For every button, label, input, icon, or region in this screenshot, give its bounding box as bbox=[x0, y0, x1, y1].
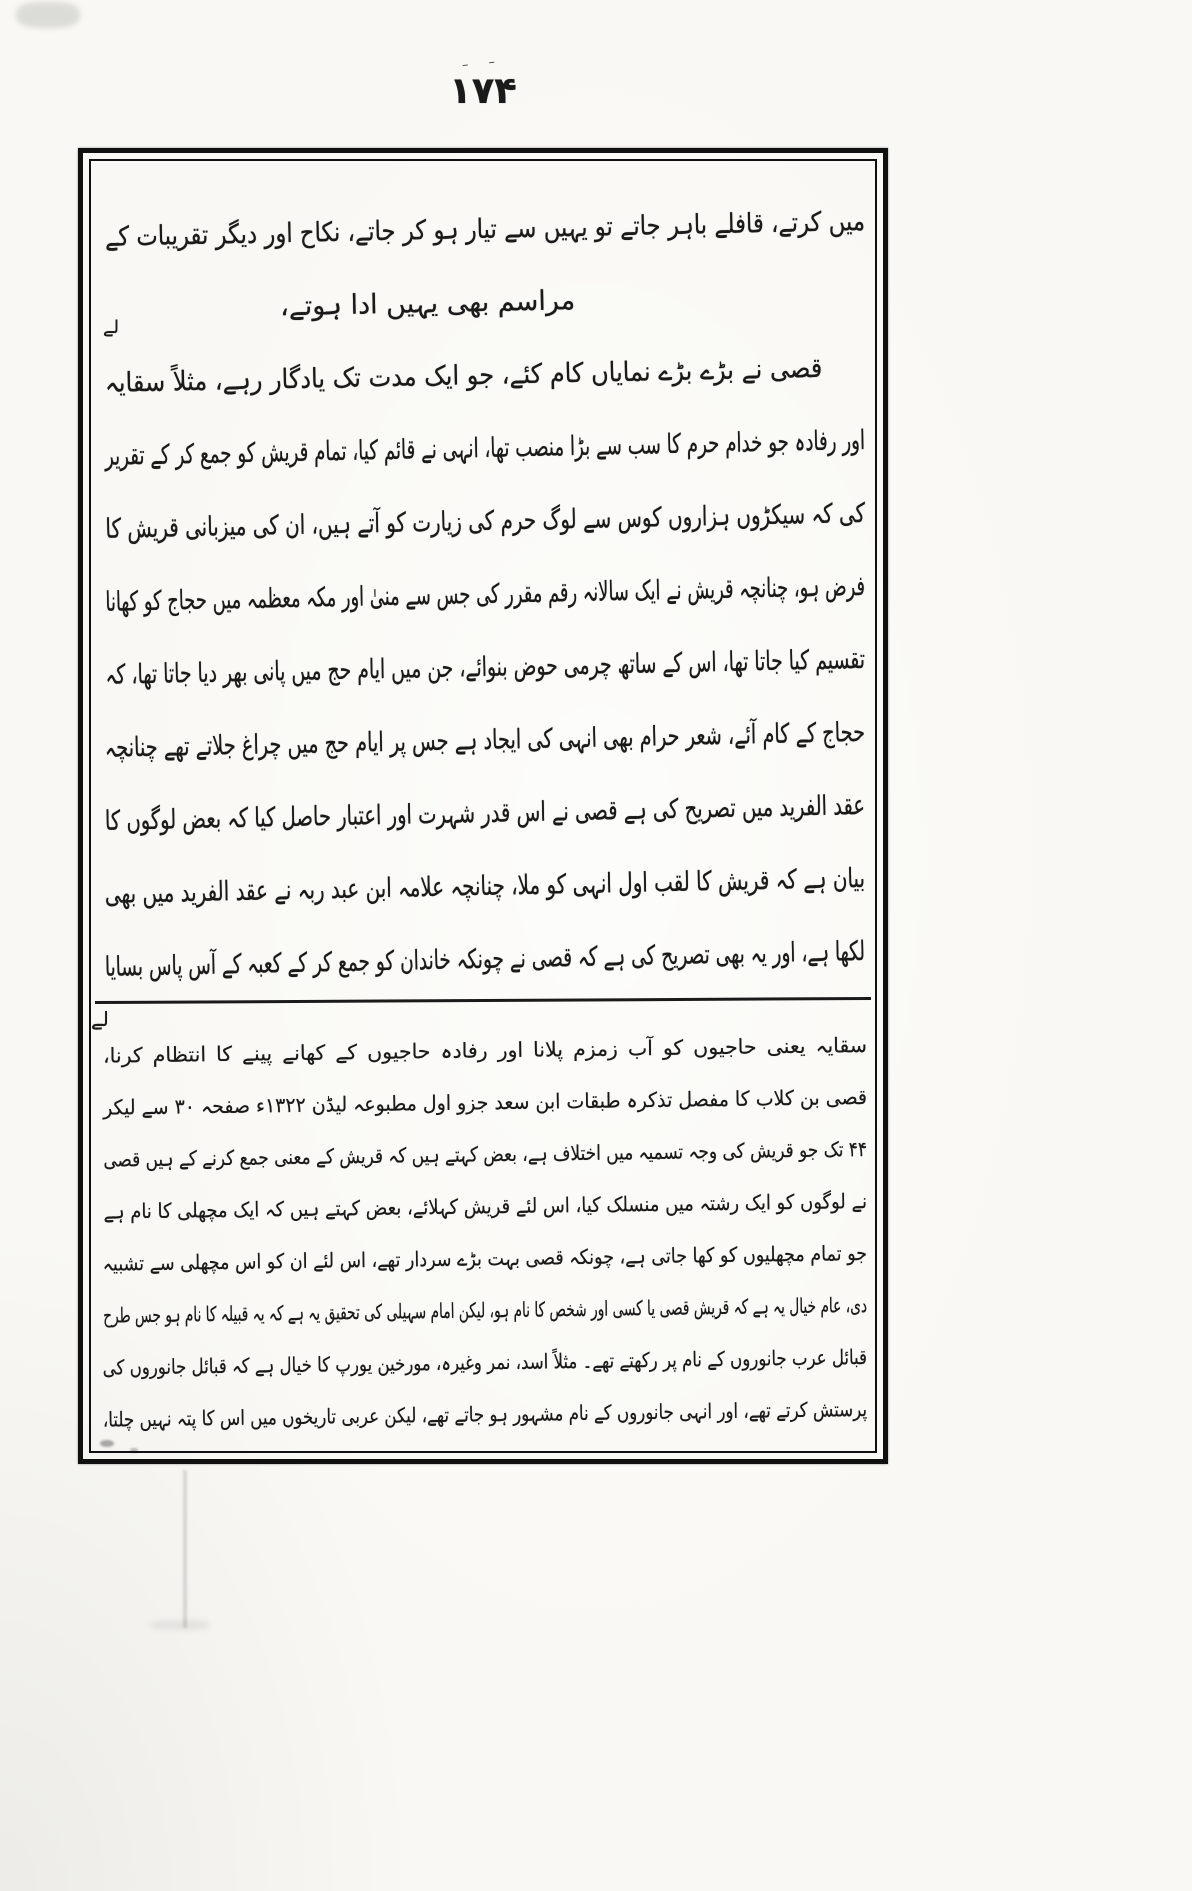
text-line: لکھا ہے، اور یہ بھی تصریح کی ہے کہ قصی نے چونکہ خاندان کو جمع کر کے کعبہ کے آس پاس بسایا bbox=[104, 936, 866, 983]
text-line: تقسیم کیا جاتا تھا، اس کے ساتھ چرمی حوض بنوائے، جن میں ایام حج میں پانی بھر دیا جاتا تھا، کہ bbox=[105, 644, 866, 691]
footnotes-block bbox=[103, 1019, 867, 1435]
text-line: ۴۴ تک جو قریش کی وجہ تسمیہ میں اختلاف ہے، بعض کہتے ہیں کہ قریش کے معنی جمع کرنے کے ہیں قصی bbox=[103, 1137, 868, 1172]
footnote-reference-marker: لے bbox=[103, 317, 120, 338]
scan-artifact-bottom bbox=[150, 1620, 210, 1630]
scan-artifact-speck bbox=[100, 1440, 114, 1447]
text-line: بیان ہے کہ قریش کا لقب اول انہی کو ملا، چنانچہ علامہ ابن عبد ربہ نے عقد الفرید میں بھی bbox=[104, 863, 866, 910]
text-line: اور رفادہ جو خدام حرم کا سب سے بڑا منصب تھا، انہی نے قائم کیا، تمام قریش کو جمع کر کے تقریر bbox=[104, 425, 866, 472]
text-line: قصی بن کلاب کا مفصل تذکرہ طبقات ابن سعد جزو اول مطبوعہ لیڈن ۱۳۲۲ء صفحہ ۳۰ سے لیکر bbox=[102, 1085, 868, 1120]
text-line: دی، عام خیال یہ ہے کہ قریش قصی یا کسی اور شخص کا نام ہو، لیکن امام سہیلی کی تحقیق یہ ہے کہ یہ قبیلہ کا نام ہو جس طرح bbox=[103, 1293, 868, 1328]
scan-artifact-speck bbox=[130, 1448, 138, 1453]
footnote-section-marker: لے bbox=[91, 1007, 109, 1031]
scan-artifact-top bbox=[16, 2, 80, 28]
main-text-block bbox=[105, 185, 865, 988]
text-line: کی کہ سیکڑوں ہزاروں کوس سے لوگ حرم کی زیارت کو آتے ہیں، ان کی میزبانی قریش کا bbox=[105, 498, 866, 545]
text-line: عقد الفرید میں تصریح کی ہے قصی نے اس قدر شہرت اور اعتبار حاصل کیا کہ بعض لوگوں کا bbox=[104, 790, 866, 837]
text-line: میں کرتے، قافلے باہر جاتے تو یہیں سے تیار ہو کر جاتے، نکاح اور دیگر تقریبات کے bbox=[104, 206, 866, 253]
page-frame-inner bbox=[89, 159, 877, 1453]
text-line: جو تمام مچھلیوں کو کھا جاتی ہے، چونکہ قصی بہت بڑے سردار تھے، اس لئے ان کو اس مچھلی سے تشبیہ bbox=[102, 1241, 868, 1276]
text-line: قبائل عرب جانوروں کے نام پر رکھتے تھے۔ مثلاً اسد، نمر وغیرہ، مورخین یورپ کا خیال ہے کہ قبائل جانوروں کی bbox=[102, 1345, 868, 1380]
text-line: قصی نے بڑے بڑے نمایاں کام کئے، جو ایک مدت تک یادگار رہے، مثلاً سقایہ bbox=[104, 352, 823, 399]
page-number: ۱۷۴ bbox=[449, 69, 517, 112]
text-line: فرض ہو، چنانچہ قریش نے ایک سالانہ رقم مقرر کی جس سے منیٰ اور مکہ معظمہ میں حجاج کو کھانا bbox=[105, 571, 866, 618]
text-line: مراسم بھی یہیں ادا ہوتے، bbox=[279, 285, 576, 323]
text-line: حجاج کے کام آئے، شعر حرام بھی انہی کی ایجاد ہے جس پر ایام حج میں چراغ جلاتے تھے چنانچہ bbox=[104, 717, 866, 764]
text-line: سقایہ یعنی حاجیوں کو آب زمزم پلانا اور رفادہ حاجیوں کے کھانے پینے کا انتظام کرنا، bbox=[102, 1033, 868, 1068]
text-line: پرستش کرتے تھے، اور انہی جانوروں کے نام مشہور ہو جاتے تھے، لیکن عربی تاریخوں میں اس کا پتہ نہیں چلتا، bbox=[102, 1397, 868, 1432]
page-header bbox=[78, 52, 888, 111]
text-line: نے لوگوں کو ایک رشتہ میں منسلک کیا، اس لئے قریش کہلائے، بعض کہتے ہیں کہ ایک مچھلی کا نام ہے bbox=[103, 1189, 868, 1224]
page-number-decoration: – – bbox=[461, 53, 505, 74]
page-frame-outer bbox=[78, 148, 888, 1464]
scan-artifact-streak bbox=[183, 1470, 187, 1628]
